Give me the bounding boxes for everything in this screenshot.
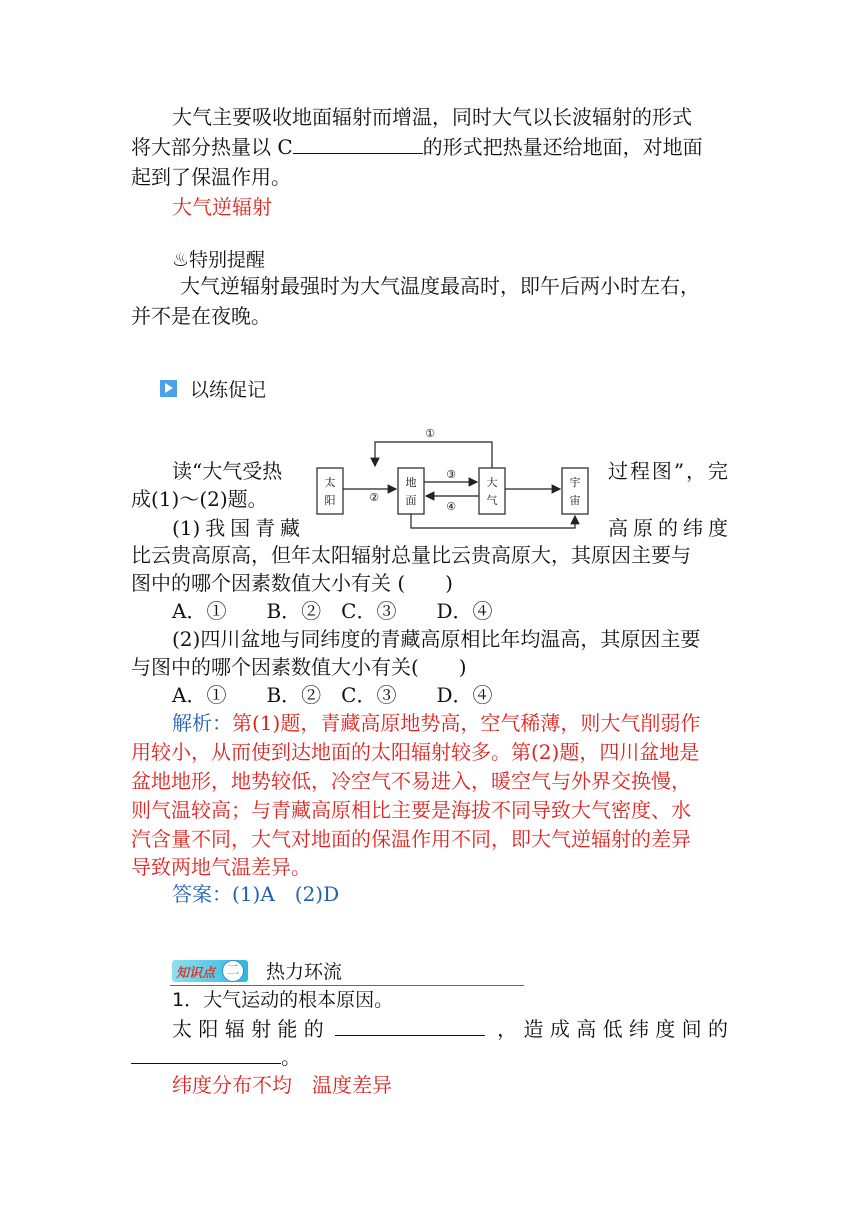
box-ground-label-top: 地 [405, 476, 417, 489]
box-sun [317, 468, 343, 514]
fill-blank[interactable] [335, 1015, 485, 1036]
box-space [562, 468, 588, 514]
analysis-line3: 盆地地形，地势较低，冷空气不易进入，暖空气与外界交换慢， [131, 769, 691, 793]
fill-line1-before: 太 阳 辐 射 能 的 [172, 1017, 324, 1041]
q1-options: A．① B．② C．③ D．④ [172, 599, 493, 623]
box-space-label-bottom: 宙 [569, 494, 581, 507]
answer-line [172, 880, 339, 908]
intro-right: 过程图”，完 [608, 459, 728, 483]
intro-line2: 成(1)～(2)题。 [131, 487, 268, 511]
box-atmos-label-bottom: 气 [486, 494, 498, 507]
q1-right: 高原的纬度 [608, 516, 728, 540]
para1-answer: 大气逆辐射 [172, 195, 272, 219]
section2-item1: 1．大气运动的根本原因。 [172, 989, 394, 1011]
analysis-line5: 汽含量不同，大气对地面的保温作用不同，即大气逆辐射的差异 [131, 827, 691, 851]
fill-blank[interactable] [293, 133, 423, 154]
tip-line1: 大气逆辐射最强时为大气温度最高时，即午后两小时左右， [180, 274, 700, 298]
para1-line3: 起到了保温作用。 [131, 165, 291, 189]
box-atmos [479, 468, 505, 514]
practice-title: 以练促记 [190, 379, 267, 401]
intro-left: 读“大气受热 [172, 459, 283, 483]
tip-heading [172, 246, 265, 274]
arrow-label-1: ① [425, 427, 435, 440]
analysis-line2: 用较小，从而使到达地面的太阳辐射较多。第(2)题，四川盆地是 [131, 740, 700, 764]
q1-line2: 比云贵高原高，但年太阳辐射总量比云贵高原大，其原因主要与 [131, 543, 691, 567]
q1-line3: 图中的哪个因素数值大小有关 ( ) [131, 571, 453, 595]
arrow-label-3: ③ [446, 468, 456, 481]
fill-line1-after: ， 造 成 高 低 纬 度 间 的 [497, 1017, 728, 1041]
tip-line2: 并不是在夜晚。 [131, 304, 271, 328]
fill-line2 [131, 1043, 301, 1071]
analysis-line6: 导致两地气温差异。 [131, 855, 311, 879]
box-atmos-label-top: 大 [486, 476, 498, 489]
answer-label: 答案： [172, 882, 232, 906]
analysis-line1-text: 第(1)题，青藏高原地势高，空气稀薄，则大气削弱作 [232, 711, 701, 735]
fill-line1 [172, 1015, 728, 1043]
para1-line2-after: 的形式把热量还给地面，对地面 [422, 135, 703, 159]
q2-line1: (2)四川盆地与同纬度的青藏高原相比年均温高，其原因主要 [172, 627, 701, 651]
badge-number: 二 [222, 960, 244, 982]
box-sun-label-top: 太 [324, 476, 336, 489]
box-sun-label-bottom: 阳 [324, 494, 336, 507]
play-triangle-icon [160, 380, 177, 397]
answer-value: (1)A (2)D [232, 882, 340, 906]
hot-spring-icon: ♨ [172, 249, 190, 271]
analysis-label: 解析： [172, 711, 232, 735]
fill-blank[interactable] [131, 1043, 281, 1064]
box-space-label-top: 宇 [569, 476, 581, 489]
arrow-label-4: ④ [446, 500, 456, 513]
q2-line2: 与图中的哪个因素数值大小有关( ) [131, 655, 467, 679]
section2-title: 热力环流 [266, 961, 343, 983]
tip-title: 特别提醒 [189, 249, 266, 271]
q1-left: (1)我国青藏 [172, 516, 300, 540]
badge-text: 知识点 [176, 966, 216, 981]
knowledge-point-badge [172, 960, 248, 982]
arrow-label-2: ② [369, 491, 379, 504]
q2-options: A．① B．② C．③ D．④ [172, 683, 493, 707]
box-ground-label-bottom: 面 [405, 494, 417, 507]
analysis-line4: 则气温较高；与青藏高原相比主要是海拔不同导致大气密度、水 [131, 798, 691, 822]
fill-line2-after: 。 [281, 1045, 301, 1069]
para1-line1: 大气主要吸收地面辐射而增温，同时大气以长波辐射的形式 [172, 105, 692, 129]
section2-answer: 纬度分布不均 温度差异 [172, 1073, 392, 1097]
para1-line2-before: 将大部分热量以 C [131, 135, 293, 159]
atmosphere-heating-diagram [312, 424, 602, 534]
para1-line2 [131, 133, 703, 161]
analysis-line1 [172, 709, 700, 737]
box-ground [398, 468, 424, 514]
